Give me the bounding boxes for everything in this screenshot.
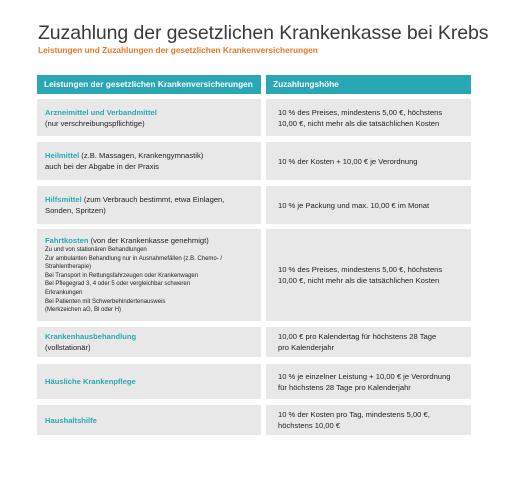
row-title: Krankenhausbehandlung	[45, 332, 137, 341]
row-title: Häusliche Krankenpflege	[45, 377, 136, 386]
table-row-haushaltshilfe-leistung	[37, 405, 261, 435]
table-row-heilmittel-leistung	[37, 142, 261, 180]
table-row-heilmittel-zuzahlung	[266, 142, 471, 180]
page-subtitle: Leistungen und Zuzahlungen der gesetzlichen Krankenversicherungen	[38, 45, 318, 55]
row-title: Hilfsmittel	[45, 195, 82, 204]
table-row-hilfsmittel-leistung	[37, 186, 261, 224]
table-row-fahrtkosten-leistung	[37, 229, 261, 321]
row-title: Fahrtkosten	[45, 236, 89, 245]
row-description-inline: (z.B. Massagen, Krankengymnastik)	[79, 151, 204, 160]
row-amount-line: 10 % je Packung und max. 10,00 € im Monat	[278, 200, 430, 210]
row-amount-line: höchstens 10,00 €	[278, 421, 341, 430]
table-row-arzneimittel-zuzahlung	[266, 99, 471, 136]
page-title: Zuzahlung der gesetzlichen Krankenkasse bei Krebs	[38, 22, 489, 44]
row-detail: Strahlentherapie)	[45, 264, 92, 271]
row-amount-line: 10 % je einzelner Leistung + 10,00 € je Verordnung	[278, 371, 451, 381]
row-description: Sonden, Spritzen)	[45, 206, 106, 215]
row-amount-line: 10 % der Kosten pro Tag, mindestens 5,00 €,	[278, 410, 430, 419]
column-header-zuzahlung: Zuzahlungshöhe	[266, 75, 471, 94]
row-amount-line: 10 % des Preises, mindestens 5,00 €, höchstens	[278, 107, 443, 117]
row-detail: Zur ambulanten Behandlung nur in Ausnahmefällen (z.B. Chemo- /	[45, 255, 223, 262]
table-row-pflege-zuzahlung	[266, 364, 471, 399]
table-row-haushaltshilfe-zuzahlung	[266, 405, 471, 435]
row-detail: (Merkzeichen aG, Bl oder H)	[45, 307, 122, 314]
table-row-pflege-leistung	[37, 364, 261, 399]
row-amount-line: 10,00 €, nicht mehr als die tatsächlichen Kosten	[278, 118, 440, 128]
table-header	[37, 75, 471, 94]
row-amount-line: 10 % der Kosten + 10,00 € je Verordnung	[278, 156, 418, 166]
row-title: Heilmittel	[45, 151, 80, 160]
row-amount-line: 10,00 € pro Kalendertag für höchstens 28 Tage	[278, 332, 437, 341]
row-amount-line: 10,00 €, nicht mehr als die tatsächlichen Kosten	[278, 276, 440, 285]
row-description: auch bei der Abgabe in der Praxis	[45, 162, 159, 171]
row-detail: Bei Patienten mit Schwerbehindertenausweis	[45, 298, 166, 305]
row-amount-line: pro Kalenderjahr	[278, 343, 335, 352]
row-description-inline: (zum Verbrauch bestimmt, etwa Einlagen,	[81, 195, 225, 204]
row-amount-line: für höchstens 28 Tage pro Kalenderjahr	[278, 382, 411, 392]
row-description-inline: (von der Krankenkasse genehmigt)	[88, 236, 209, 245]
row-title: Arzneimittel und Verbandmittel	[45, 107, 157, 117]
row-detail: Bei Pflegegrad 3, 4 oder 5 oder vergleichbar schweren	[45, 281, 191, 288]
row-detail: Erkrankungen	[45, 289, 83, 296]
table-row-arzneimittel-leistung	[37, 99, 261, 136]
table-row-fahrtkosten-zuzahlung	[266, 229, 471, 321]
row-title: Haushaltshilfe	[45, 415, 97, 425]
table-row-krankenhaus-leistung	[37, 327, 261, 357]
row-amount-line: 10 % des Preises, mindestens 5,00 €, höchstens	[278, 265, 443, 274]
row-description: (vollstationär)	[45, 343, 91, 352]
table-row-hilfsmittel-zuzahlung	[266, 186, 471, 224]
row-detail: Bei Transport in Rettungsfahrzeugen oder Krankenwagen	[45, 272, 199, 279]
column-header-leistungen: Leistungen der gesetzlichen Krankenversicherungen	[37, 75, 261, 94]
table-row-krankenhaus-zuzahlung	[266, 327, 471, 357]
row-detail: Zu und von stationären Behandlungen	[45, 247, 147, 253]
row-description: (nur verschreibungspflichtige)	[45, 118, 145, 128]
